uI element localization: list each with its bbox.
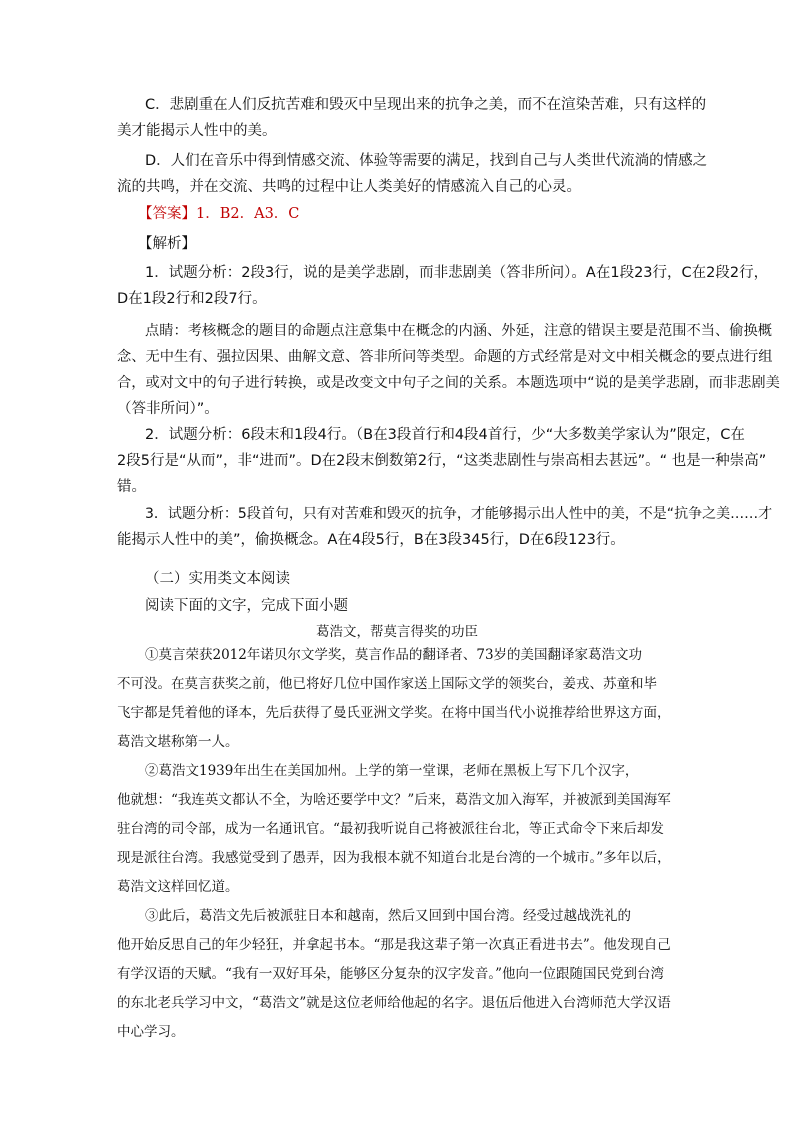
article-p2-line3: 驻台湾的司令部，成为一名通讯官。“最初我听说自己将被派往台北，等正式命令下来后却发 — [117, 821, 664, 837]
q3-analysis-line1: 3．试题分析：5段首句，只有对苦难和毁灭的抗争，才能够揭示出人性中的美，不是“抗争之美……才 — [145, 506, 773, 522]
article-p3-line4: 的东北老兵学习中文，“葛浩文”就是这位老师给他起的名字。退伍后他进入台湾师范大学汉语 — [117, 995, 671, 1011]
section2-instruction: 阅读下面的文字，完成下面小题 — [145, 598, 348, 614]
option-d-line2: 流的共鸣，并在交流、共鸣的过程中让人类美好的情感流入自己的心灵。 — [117, 179, 581, 195]
option-c-line2: 美才能揭示人性中的美。 — [117, 123, 277, 139]
option-d-line1: D．人们在音乐中得到情感交流、体验等需要的满足，找到自己与人类世代流淌的情感之 — [145, 153, 708, 169]
article-p3-line1: ③此后，葛浩文先后被派驻日本和越南，然后又回到中国台湾。经受过越战洗礼的 — [145, 908, 631, 924]
q2-analysis-line1: 2．试题分析：6段末和1段4行。（B在3段首行和4段4首行，少“大多数美学家认为”限定，C在 — [145, 427, 745, 443]
q3-analysis-line2: 能揭示人性中的美”，偷换概念。A在4段5行，B在3段345行，D在6段123行。 — [117, 532, 625, 548]
article-p1-line4: 葛浩文堪称第一人。 — [117, 734, 239, 750]
article-p2-line5: 葛浩文这样回忆道。 — [117, 879, 239, 895]
answer-value: 1．B2．A3．C — [196, 206, 300, 222]
article-title: 葛浩文，帮莫言得奖的功臣 — [316, 624, 478, 640]
article-p3-line3: 有学汉语的天赋。“我有一双好耳朵，能够区分复杂的汉字发音。”他向一位跟随国民党到台湾 — [117, 966, 665, 982]
option-c-line1: C．悲剧重在人们反抗苦难和毁灭中呈现出来的抗争之美，而不在渲染苦难，只有这样的 — [145, 97, 707, 113]
article-p2-line4: 现是派往台湾。我感觉受到了愚弄，因为我根本就不知道台北是台湾的一个城市。”多年以后， — [117, 850, 671, 866]
article-p2-line1: ②葛浩文1939年出生在美国加州。上学的第一堂课，老师在黑板上写下几个汉字， — [145, 763, 639, 779]
article-p2-line2: 他就想：“我连英文都认不全，为啥还要学中文？”后来，葛浩文加入海军，并被派到美国海军 — [117, 792, 671, 808]
tip-line4: （答非所问）”。 — [117, 401, 219, 417]
article-p1-line1: ①莫言荣获2012年诺贝尔文学奖，莫言作品的翻译者、73岁的美国翻译家葛浩文功 — [145, 647, 643, 663]
tip-line3: 合，或对文中的句子进行转换，或是改变文中句子之间的关系。本题选项中“说的是美学悲剧，而非悲剧美 — [117, 375, 780, 391]
article-p1-line2: 不可没。在莫言获奖之前，他已将好几位中国作家送上国际文学的领奖台，姜戎、苏童和毕 — [117, 676, 657, 692]
article-p1-line3: 飞宇都是凭着他的译本，先后获得了曼氏亚洲文学奖。在将中国当代小说推荐给世界这方面， — [117, 705, 671, 721]
answer-tag: 【答案】 — [138, 206, 196, 222]
q2-analysis-line2: 2段5行是“从而”，非“进而”。D在2段末倒数第2行，“这类悲剧性与崇高相去甚远”。“ 也是一种崇高” — [117, 453, 767, 469]
q2-analysis-line3: 错。 — [117, 479, 146, 495]
answer-line — [138, 201, 299, 227]
section2-heading: （二）实用类文本阅读 — [145, 571, 290, 587]
analysis-heading: 【解析】 — [138, 236, 196, 252]
tip-line1: 点睛：考核概念的题目的命题点注意集中在概念的内涵、外延，注意的错误主要是范围不当、偷换概 — [145, 323, 773, 339]
q1-analysis-line2: D在1段2行和2段7行。 — [117, 291, 267, 307]
article-p3-line2: 他开始反思自己的年少轻狂，并拿起书本。“那是我这辈子第一次真正看进书去”。他发现自己 — [117, 937, 671, 953]
article-p3-line5: 中心学习。 — [117, 1024, 185, 1040]
tip-line2: 念、无中生有、强拉因果、曲解文意、答非所问等类型。命题的方式经常是对文中相关概念的要点进行组 — [117, 349, 773, 365]
q1-analysis-line1: 1．试题分析：2段3行，说的是美学悲剧，而非悲剧美（答非所问）。A在1段23行，C在2段2行， — [145, 265, 769, 281]
